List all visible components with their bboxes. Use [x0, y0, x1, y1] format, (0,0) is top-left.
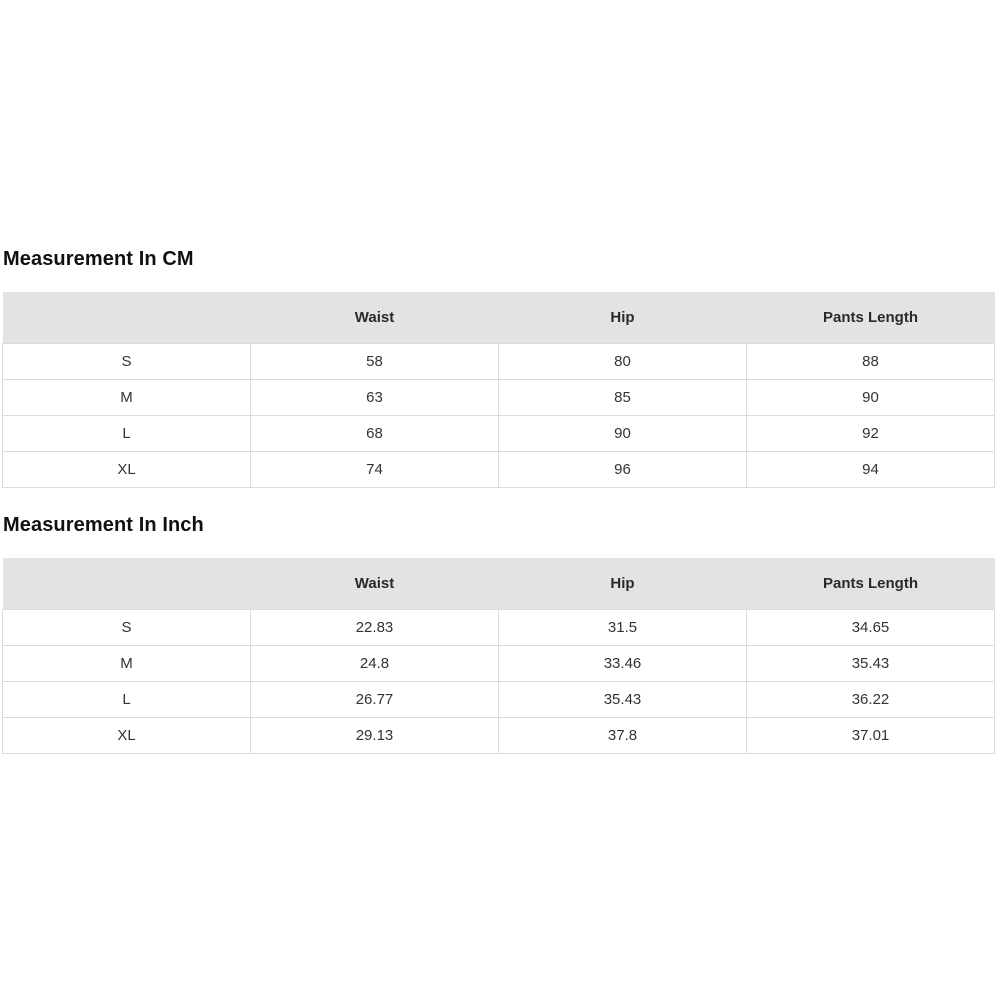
table-row	[3, 416, 995, 452]
hip-cell: 85	[499, 380, 747, 416]
column-header-hip: Hip	[499, 558, 747, 610]
section-title-inch: Measurement In Inch	[3, 514, 204, 536]
column-header-hip: Hip	[499, 292, 747, 344]
column-header-pants-length: Pants Length	[747, 558, 995, 610]
column-header-waist: Waist	[251, 292, 499, 344]
waist-cell: 22.83	[251, 610, 499, 646]
pants-length-cell: 90	[747, 380, 995, 416]
hip-cell: 90	[499, 416, 747, 452]
table-row	[3, 380, 995, 416]
table-row	[3, 452, 995, 488]
size-cell: S	[3, 610, 251, 646]
hip-cell: 35.43	[499, 682, 747, 718]
size-cell: M	[3, 646, 251, 682]
size-cell: L	[3, 416, 251, 452]
waist-cell: 63	[251, 380, 499, 416]
table-header-row	[3, 558, 995, 610]
hip-cell: 96	[499, 452, 747, 488]
hip-cell: 31.5	[499, 610, 747, 646]
column-header-pants-length: Pants Length	[747, 292, 995, 344]
size-table-cm	[2, 292, 995, 488]
table-row	[3, 718, 995, 754]
hip-cell: 37.8	[499, 718, 747, 754]
waist-cell: 68	[251, 416, 499, 452]
section-title-cm: Measurement In CM	[3, 248, 194, 270]
column-header-size	[3, 558, 251, 610]
waist-cell: 58	[251, 344, 499, 380]
table-row	[3, 610, 995, 646]
pants-length-cell: 94	[747, 452, 995, 488]
waist-cell: 74	[251, 452, 499, 488]
hip-cell: 33.46	[499, 646, 747, 682]
table-header-row	[3, 292, 995, 344]
column-header-size	[3, 292, 251, 344]
waist-cell: 24.8	[251, 646, 499, 682]
size-table-inch	[2, 558, 995, 754]
pants-length-cell: 36.22	[747, 682, 995, 718]
table-row	[3, 682, 995, 718]
table-row	[3, 646, 995, 682]
waist-cell: 26.77	[251, 682, 499, 718]
pants-length-cell: 34.65	[747, 610, 995, 646]
pants-length-cell: 92	[747, 416, 995, 452]
column-header-waist: Waist	[251, 558, 499, 610]
waist-cell: 29.13	[251, 718, 499, 754]
pants-length-cell: 35.43	[747, 646, 995, 682]
size-cell: XL	[3, 718, 251, 754]
size-cell: XL	[3, 452, 251, 488]
pants-length-cell: 88	[747, 344, 995, 380]
size-cell: S	[3, 344, 251, 380]
size-cell: L	[3, 682, 251, 718]
table-row	[3, 344, 995, 380]
size-cell: M	[3, 380, 251, 416]
hip-cell: 80	[499, 344, 747, 380]
pants-length-cell: 37.01	[747, 718, 995, 754]
